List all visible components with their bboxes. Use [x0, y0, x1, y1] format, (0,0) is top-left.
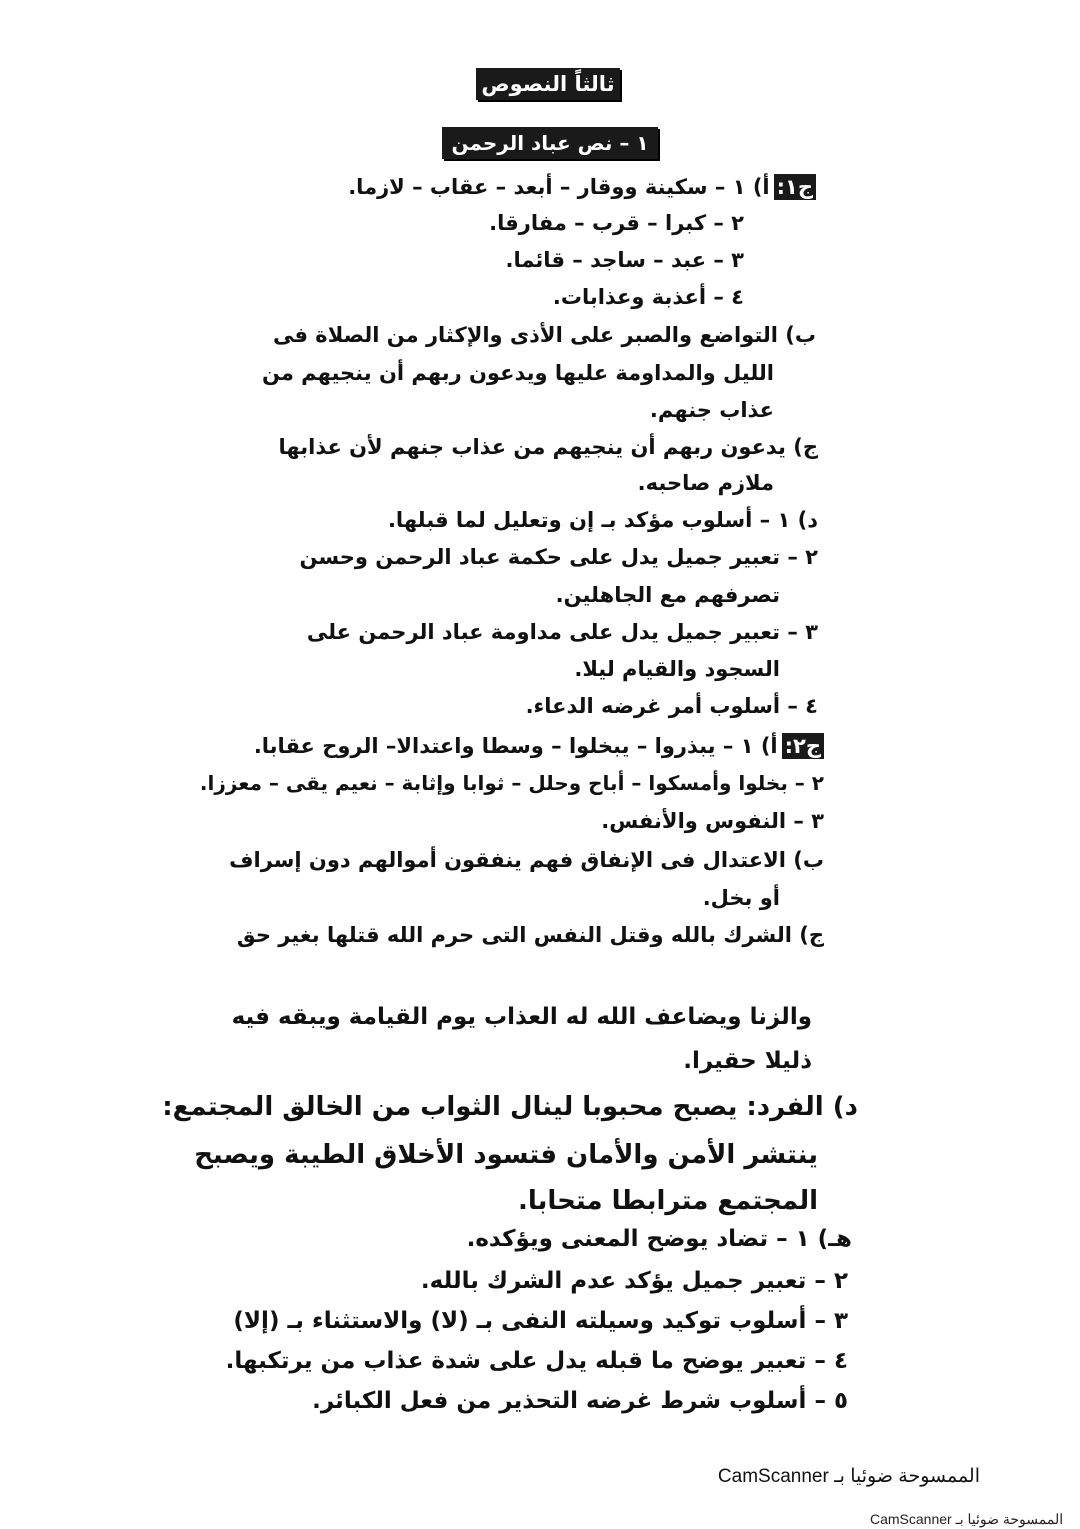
answer-line: ب) التواضع والصبر على الأذى والإكثار من الصلاة فى: [273, 323, 816, 347]
answer-line: ملازم صاحبه.: [637, 471, 774, 495]
answer-line: عذاب جنهم.: [649, 398, 774, 422]
answer-text: أ) ١ – سكينة ووقار – أبعد – عقاب – لازما.: [348, 175, 770, 199]
answer-line: والزنا ويضاعف الله له العذاب يوم القيامة ويبقه فيه: [231, 1004, 812, 1030]
answer-line: د) ١ – أسلوب مؤكد بـ إن وتعليل لما قبلها.: [387, 508, 818, 532]
answer-line: ٢ – بخلوا وأمسكوا – أباح وحلل – ثوابا وإثابة – نعيم يقى – معززا.: [199, 771, 824, 795]
answer-line: ينتشر الأمن والأمان فتسود الأخلاق الطيبة ويصبح: [194, 1140, 818, 1170]
answer-line: ٥ – أسلوب شرط غرضه التحذير من فعل الكبائر.: [312, 1388, 848, 1414]
question-badge: ج١:: [774, 174, 816, 200]
answer-line: المجتمع مترابطا متحابا.: [517, 1186, 818, 1216]
answer-line: ج) الشرك بالله وقتل النفس التى حرم الله قتلها بغير حق: [236, 923, 824, 947]
answer-line: [256, 172, 816, 202]
answer-line: ٢ – تعبير جميل يؤكد عدم الشرك بالله.: [420, 1268, 848, 1294]
question-badge: ج٢:: [782, 733, 824, 759]
answer-line: ٣ – عبد – ساجد – قائما.: [505, 248, 744, 272]
subsection-title: ١ – نص عباد الرحمن: [442, 127, 658, 159]
answer-text: أ) ١ – يبذروا – يبخلوا – وسطا واعتدالا– الروح عقابا.: [253, 734, 778, 758]
answer-line: ٤ – أعذبة وعذابات.: [552, 285, 744, 309]
answer-line: د) الفرد: يصبح محبوبا لينال الثواب من الخالق المجتمع:: [162, 1092, 858, 1122]
answer-line: ٢ – تعبير جميل يدل على حكمة عباد الرحمن وحسن: [299, 545, 818, 569]
answer-line: [254, 731, 824, 761]
answer-line: ج) يدعون ربهم أن ينجيهم من عذاب جنهم لأن عذابها: [278, 435, 818, 459]
camscanner-watermark-cropped: الممسوحة ضوئيا بـ CamScanner: [870, 1511, 1064, 1527]
answer-line: الليل والمداومة عليها ويدعون ربهم أن ينجيهم من: [261, 361, 774, 385]
answer-line: أو بخل.: [702, 886, 780, 910]
answer-line: ٣ – تعبير جميل يدل على مداومة عباد الرحمن على: [306, 620, 818, 644]
answer-line: السجود والقيام ليلا.: [574, 657, 780, 681]
camscanner-watermark: الممسوحة ضوئيا بـ CamScanner: [717, 1466, 980, 1487]
answer-line: ٤ – تعبير يوضح ما قبله يدل على شدة عذاب من يرتكبها.: [225, 1348, 848, 1374]
answer-line: ٣ – النفوس والأنفس.: [601, 809, 824, 833]
answer-line: ٢ – كبرا – قرب – مفارقا.: [489, 211, 744, 235]
answer-line: ٤ – أسلوب أمر غرضه الدعاء.: [525, 694, 818, 718]
answer-line: ٣ – أسلوب توكيد وسيلته النفى بـ (لا) والاستثناء بـ (إلا): [233, 1308, 848, 1334]
answer-line: ب) الاعتدال فى الإنفاق فهم ينفقون أموالهم دون إسراف: [229, 848, 824, 872]
answer-line: هـ) ١ – تضاد يوضح المعنى ويؤكده.: [466, 1226, 852, 1252]
answer-line: ذليلا حقيرا.: [683, 1048, 812, 1074]
section-title: ثالثاً النصوص: [476, 68, 620, 100]
answer-line: تصرفهم مع الجاهلين.: [555, 583, 780, 607]
